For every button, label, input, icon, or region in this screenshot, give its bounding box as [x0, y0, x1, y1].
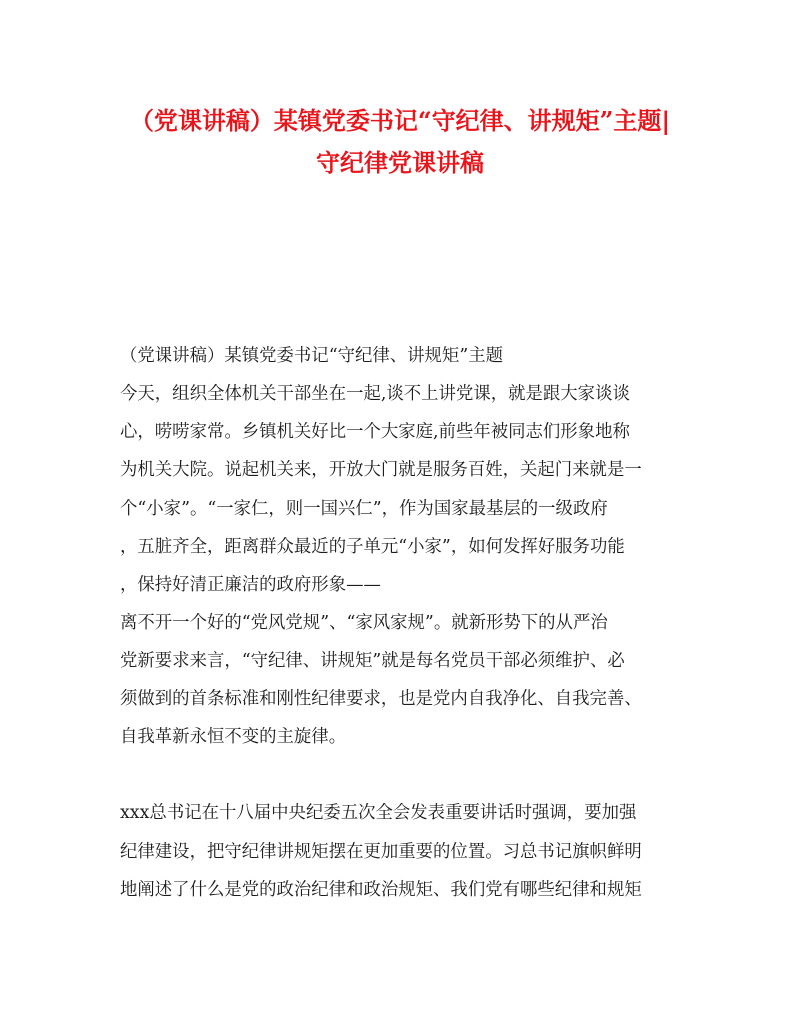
body-line: 纪律建设，把守纪律讲规矩摆在更加重要的位置。习总书记旗帜鲜明 [120, 842, 642, 862]
document-title-line-2: 守纪律党课讲稿 [316, 148, 484, 177]
body-line: 今天，组织全体机关干部坐在一起,谈不上讲党课，就是跟大家谈谈 [120, 384, 630, 404]
document-title-line-1: （党课讲稿）某镇党委书记“守纪律、讲规矩”主题| [129, 106, 671, 135]
body-line: xxx总书记在十八届中央纪委五次全会发表重要讲话时强调，要加强 [120, 803, 637, 823]
body-line: ，保持好清正廉洁的政府形象—— [120, 575, 381, 595]
body-line: 地阐述了什么是党的政治纪律和政治规矩、我们党有哪些纪律和规矩 [120, 880, 642, 900]
body-line: 党新要求来言，“守纪律、讲规矩”就是每名党员干部必须维护、必 [120, 651, 625, 671]
body-line: 个“小家”。“一家仁，则一国兴仁”，作为国家最基层的一级政府 [120, 499, 608, 519]
body-line: ，五脏齐全，距离群众最近的子单元“小家”，如何发挥好服务功能 [120, 537, 625, 557]
body-line: 离不开一个好的“党风党规”、“家风家规”。就新形势下的从严治 [120, 613, 608, 633]
body-line: （党课讲稿）某镇党委书记“守纪律、讲规矩”主题 [120, 346, 503, 366]
body-line: 须做到的首条标准和刚性纪律要求，也是党内自我净化、自我完善、 [120, 689, 642, 709]
body-line: 心，唠唠家常。乡镇机关好比一个大家庭,前些年被同志们形象地称 [120, 422, 630, 442]
body-line: 自我革新永恒不变的主旋律。 [120, 727, 347, 747]
body-line: 为机关大院。说起机关来，开放大门就是服务百姓，关起门来就是一 [120, 460, 642, 480]
